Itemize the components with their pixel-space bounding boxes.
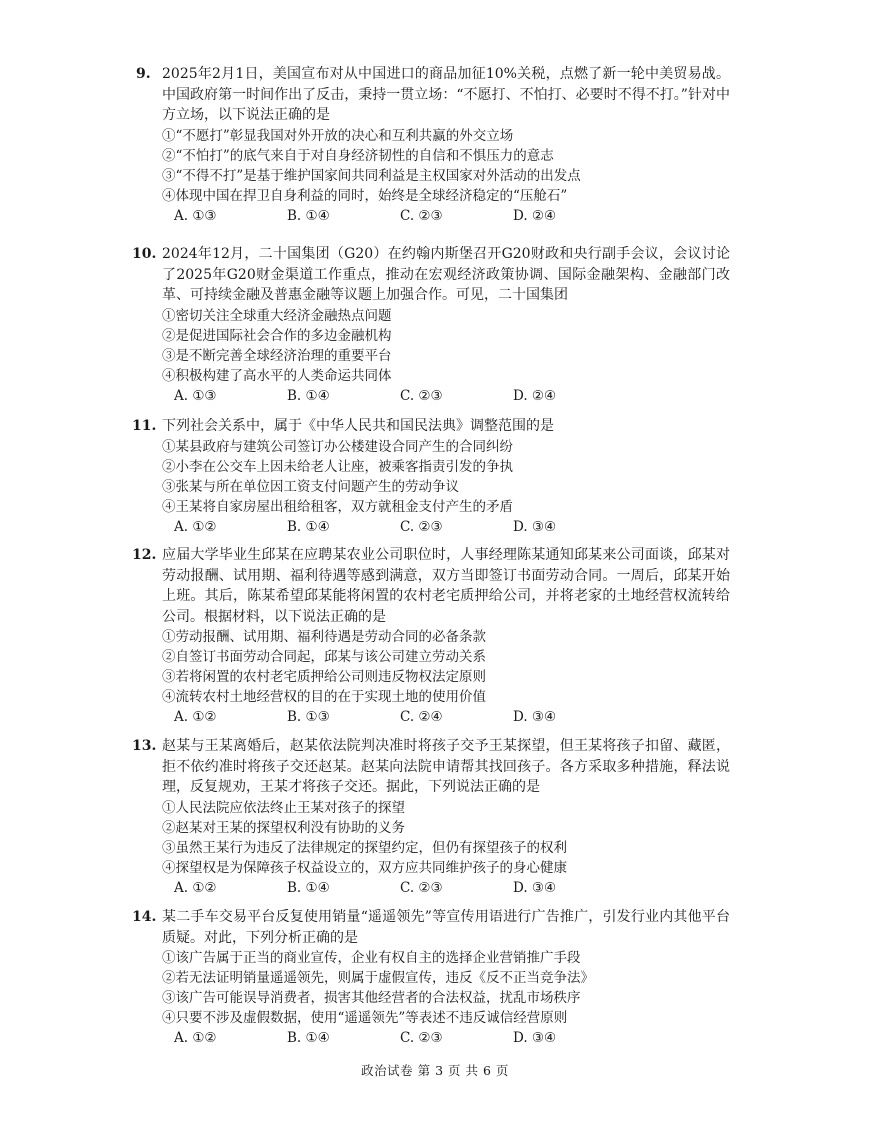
question-9 [136, 64, 730, 226]
choice-c: C. ②③ [400, 518, 443, 535]
choice-a: A. ①② [174, 1030, 217, 1046]
statement-2: ②自签订书面劳动合同起，邱某与该公司建立劳动关系 [162, 649, 486, 665]
choice-a: A. ①② [174, 518, 217, 535]
choice-c: C. ②④ [400, 709, 443, 725]
question-11 [132, 416, 730, 537]
statement-1: ①某县政府与建筑公司签订办公楼建设合同产生的合同纠纷 [162, 438, 513, 455]
question-number: 11. [132, 418, 157, 434]
statement-1: ①密切关注全球重大经济金融热点问题 [162, 307, 392, 324]
choice-c: C. ②③ [400, 387, 443, 404]
choice-b: B. ①④ [287, 387, 330, 404]
answer-choices [140, 878, 730, 898]
question-number: 10. [132, 246, 157, 262]
statement-4: ④流转农村土地经营权的目的在于实现土地的使用价值 [162, 689, 486, 705]
question-text: 赵某与王某离婚后，赵某依法院判决准时将孩子交予王某探望，但王某将孩子扣留、藏匿，拒不依约准时将孩子交还赵某。赵某向法院申请帮其找回孩子。各方采取多种措施，释法说理，反复规劝，王某才将孩子交还。据此，下列说法正确的是 [162, 738, 730, 795]
answer-choices [140, 206, 730, 226]
statement-3: ③是不断完善全球经济治理的重要平台 [162, 347, 392, 364]
statement-2: ②小李在公交车上因未给老人让座，被乘客指责引发的争执 [162, 458, 513, 475]
question-number: 9. [136, 66, 151, 82]
question-12 [132, 545, 730, 727]
statement-3: ③若将闲置的农村老宅质押给公司则违反物权法定原则 [162, 669, 486, 685]
question-stem [132, 545, 730, 627]
statement-3: ③“不得不打”是基于维护国家间共同利益是主权国家对外活动的出发点 [162, 167, 581, 184]
statement-1: ①劳动报酬、试用期、福利待遇是劳动合同的必备条款 [162, 629, 486, 645]
question-number: 13. [132, 738, 157, 754]
statement-3: ③张某与所在单位因工资支付问题产生的劳动争议 [162, 478, 459, 495]
choice-b: B. ①④ [287, 879, 330, 896]
statement-2: ②若无法证明销量遥遥领先，则属于虚假宣传，违反《反不正当竞争法》 [162, 970, 594, 986]
choice-d: D. ②④ [513, 207, 557, 224]
choice-a: A. ①② [174, 709, 217, 725]
choice-b: B. ①④ [287, 207, 330, 224]
question-stem [132, 907, 730, 948]
question-text: 应届大学毕业生邱某在应聘某农业公司职位时，人事经理陈某通知邱某来公司面谈，邱某对劳动报酬、试用期、福利待遇等感到满意，双方当即签订书面劳动合同。一周后，邱某开始上班。其后，陈某希望邱某能将闲置的农村老宅质押给公司，并将老家的土地经营权流转给公司。根据材料，以下说法正确的是 [162, 547, 730, 625]
question-stem [132, 416, 730, 437]
choice-a: A. ①③ [174, 387, 217, 404]
statement-1: ①人民法院应依法终止王某对孩子的探望 [162, 799, 405, 816]
choice-a: A. ①② [174, 879, 217, 896]
choice-b: B. ①④ [287, 1030, 330, 1046]
question-text: 某二手车交易平台反复使用销量“遥遥领先”等宣传用语进行广告推广，引发行业内其他平台质疑。对此，下列分析正确的是 [162, 909, 730, 946]
choice-d: D. ③④ [513, 1030, 557, 1046]
statement-1: ①“不愿打”彰显我国对外开放的决心和互利共赢的外交立场 [162, 127, 514, 144]
page-footer: 政治试卷 第 3 页 共 6 页 [361, 1063, 509, 1078]
choice-c: C. ②③ [400, 207, 443, 224]
choice-a: A. ①③ [174, 207, 217, 224]
question-10 [132, 244, 730, 406]
question-text: 2025年2月1日，美国宣布对从中国进口的商品加征10%关税，点燃了新一轮中美贸易战。中国政府第一时间作出了反击，秉持一贯立场：“不愿打、不怕打、必要时不得不打。”针对中方立场，以下说法正确的是 [162, 66, 730, 123]
statement-2: ②赵某对王某的探望权利没有协助的义务 [162, 819, 405, 836]
statement-4: ④积极构建了高水平的人类命运共同体 [162, 367, 392, 384]
question-stem [132, 736, 730, 798]
choice-d: D. ②④ [513, 387, 557, 404]
choice-b: B. ①④ [287, 518, 330, 535]
question-text: 2024年12月，二十国集团（G20）在约翰内斯堡召开G20财政和央行副手会议，会议讨论了2025年G20财金渠道工作重点，推动在宏观经济政策协调、国际金融架构、金融部门改革、可持续金融及普惠金融等议题上加强合作。可见，二十国集团 [162, 246, 730, 303]
question-14 [132, 907, 730, 1048]
choice-c: C. ②③ [400, 1030, 443, 1046]
statement-3: ③虽然王某行为违反了法律规定的探望约定，但仍有探望孩子的权利 [162, 839, 567, 856]
question-stem [136, 64, 730, 126]
question-13 [132, 736, 730, 898]
choice-d: D. ③④ [513, 879, 557, 896]
choice-c: C. ②③ [400, 879, 443, 896]
question-number: 12. [132, 547, 157, 563]
question-text: 下列社会关系中，属于《中华人民共和国民法典》调整范围的是 [162, 418, 554, 434]
answer-choices [140, 1028, 730, 1048]
answer-choices [140, 386, 730, 406]
choice-d: D. ③④ [513, 709, 557, 725]
statement-4: ④体现中国在捍卫自身利益的同时，始终是全球经济稳定的“压舱石” [162, 187, 568, 204]
statement-2: ②“不怕打”的底气来自于对自身经济韧性的自信和不惧压力的意志 [162, 147, 554, 164]
choice-b: B. ①③ [287, 709, 330, 725]
question-stem [132, 244, 730, 306]
statement-4: ④只要不涉及虚假数据，使用“遥遥领先”等表述不违反诚信经营原则 [162, 1010, 568, 1026]
statement-4: ④探望权是为保障孩子权益设立的，双方应共同维护孩子的身心健康 [162, 859, 567, 876]
answer-choices [140, 517, 730, 537]
statement-4: ④王某将自家房屋出租给租客，双方就租金支付产生的矛盾 [162, 498, 513, 515]
answer-choices [140, 707, 730, 727]
statement-1: ①该广告属于正当的商业宣传，企业有权自主的选择企业营销推广手段 [162, 950, 581, 966]
choice-d: D. ③④ [513, 518, 557, 535]
statement-2: ②是促进国际社会合作的多边金融机构 [162, 327, 392, 344]
statement-3: ③该广告可能误导消费者，损害其他经营者的合法权益，扰乱市场秩序 [162, 990, 581, 1006]
question-number: 14. [132, 909, 157, 925]
